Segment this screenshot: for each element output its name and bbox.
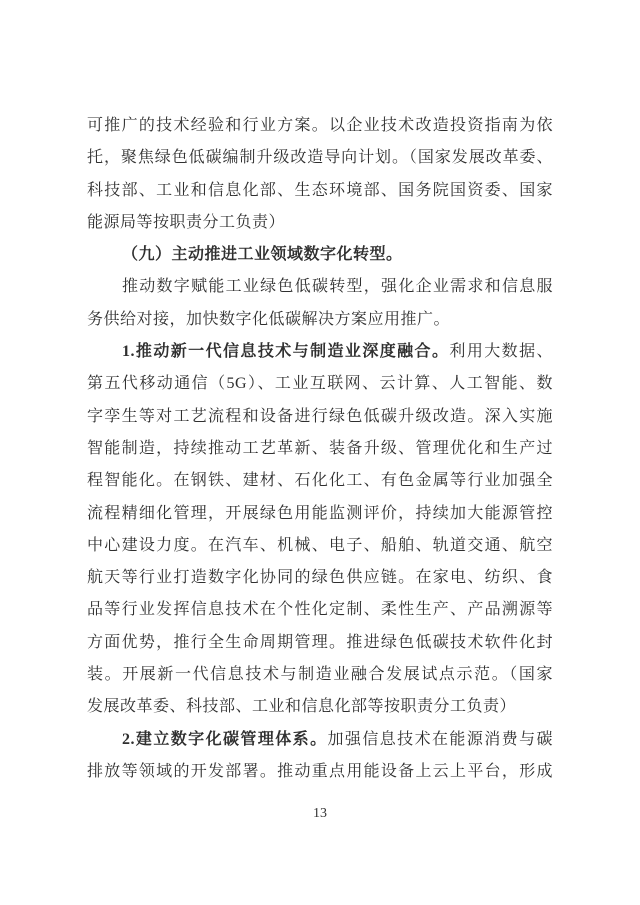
text-line — [87, 724, 553, 756]
text-line: 字孪生等对工艺流程和设备进行绿色低碳升级改造。深入实施 — [87, 407, 553, 425]
text-line: 推动数字赋能工业绿色低碳转型，强化企业需求和信息服 — [122, 278, 553, 296]
text-line: 程智能化。在钢铁、建材、石化化工、有色金属等行业加强全 — [87, 472, 553, 490]
text-line: 中心建设力度。在汽车、机械、电子、船舶、轨道交通、航空 — [87, 536, 553, 554]
text-line: 托，聚焦绿色低碳编制升级改造导向计划。（国家发展改革委、 — [87, 149, 553, 167]
text-line: 科技部、工业和信息化部、生态环境部、国务院国资委、国家 — [87, 181, 553, 199]
text-line: 流程精细化管理，开展绿色用能监测评价，持续加大能源管控 — [87, 504, 553, 522]
page-number: 13 — [313, 806, 327, 821]
text-line: 品等行业发挥信息技术在个性化定制、柔性生产、产品溯源等 — [87, 601, 553, 619]
text-line: 可推广的技术经验和行业方案。以企业技术改造投资指南为依 — [87, 117, 553, 134]
paragraph-text: 利用大数据、 — [449, 343, 553, 361]
text-line: 务供给对接，加快数字化低碳解决方案应用推广。 — [87, 310, 451, 328]
document-body — [87, 110, 553, 788]
text-line: 能源局等按职责分工负责） — [87, 213, 286, 231]
text-line: 航天等行业打造数字化协同的绿色供应链。在家电、纺织、食 — [87, 569, 553, 587]
text-line — [87, 336, 553, 368]
text-line: 第五代移动通信（5G）、工业互联网、云计算、人工智能、数 — [87, 375, 553, 393]
text-line: 智能制造，持续推动工艺革新、装备升级、管理优化和生产过 — [87, 439, 553, 457]
paragraph-lead: 2.建立数字化碳管理体系。 — [122, 730, 328, 748]
text-line: 排放等领域的开发部署。推动重点用能设备上云上平台，形成 — [87, 762, 553, 780]
text-line: 装。开展新一代信息技术与制造业融合发展试点示范。（国家 — [87, 666, 553, 684]
paragraph-text: 加强信息技术在能源消费与碳 — [327, 730, 553, 748]
text-line: 方面优势，推行全生命周期管理。推进绿色低碳技术软件化封 — [87, 633, 553, 651]
paragraph-lead: 1.推动新一代信息技术与制造业深度融合。 — [122, 343, 450, 361]
text-line: 发展改革委、科技部、工业和信息化部等按职责分工负责） — [87, 698, 517, 716]
section-heading: （九）主动推进工业领域数字化转型。 — [122, 246, 403, 264]
